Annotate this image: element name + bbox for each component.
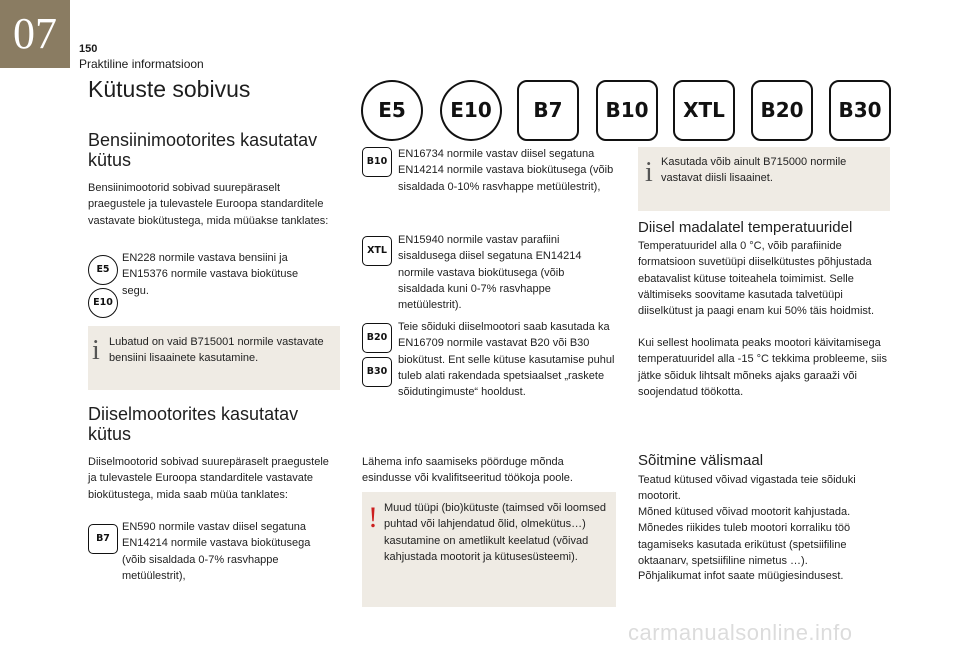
b30-badge-icon: B30 [362,357,392,387]
petrol-additive-note: Lubatud on vaid B715001 normile vastavate bensiini lisaainete kasutamine. [109,336,324,365]
chapter-number-tab: 07 [0,0,70,68]
chapter-title: Praktiline informatsioon [79,57,204,71]
diesel-additive-note: Kasutada võib ainult B715000 normile vastavat diisli lisaainet. [661,156,847,185]
b7-badge-icon: B7 [88,524,118,554]
diesel-intro: Diiselmootorid sobivad suurepäraselt praegustele ja tulevastele Euroopa standarditele vastavate biokütustega, mida saab müüa tanklates: [88,456,329,501]
fuel-badge-xtl-icon: XTL [673,80,735,141]
info-icon: i [92,335,100,366]
abroad-text-1: Teatud kütused võivad vigastada teie sõiduki mootorit. [638,474,856,503]
watermark: carmanualsonline.info [628,620,853,645]
more-info-text: Lähema info saamiseks pöörduge mõnda esindusse või kvalifitseeritud töökoja poole. [362,456,573,485]
fuel-badge-b10-icon: B10 [596,80,658,141]
xtl-description: EN15940 normile vastav parafiini sisaldusega diisel segatuna EN14214 normile vastava biokütusega (võib sisaldada kuni 0-7% rasvhappe metüülestrit). [398,234,582,312]
diesel-heading: Diiselmootorites kasutatav kütus [88,404,299,444]
low-temp-text-2: Kui sellest hoolimata peaks mootori käivitamisega temperatuuridel alla -15 °C tekkima probleeme, siis jätke sõiduk lihtsalt mõneks ajaks garaaži või soojendatud töökotta. [638,337,887,398]
low-temp-text-1: Temperatuuridel alla 0 °C, võib parafiinide formatsioon suvetüüpi diiselkütustes põhjustada ebatavalist kütuse toiteahela toimimist. Selle vältimiseks soovitame kasutada talvetüüpi diiselkütust ja paagi enam kui 50% täis hoidmist. [638,240,875,318]
b10-description: EN16734 normile vastav diisel segatuna EN14214 normile vastava biokütusega (võib sisaldada 0-10% rasvhappe metüülestrit), [398,148,614,193]
abroad-text-3: Põhjalikumat infot saate müügiesindusest. [638,570,844,582]
xtl-badge-icon: XTL [362,236,392,266]
abroad-heading: Sõitmine välismaal [638,452,764,469]
info-icon: i [645,157,653,188]
fuel-badge-e10-icon: E10 [440,80,502,141]
petrol-intro: Bensiinimootorid sobivad suurepäraselt praegustele ja tulevastele Euroopa standarditele vastavate biokütustega, mida müüakse tanklates: [88,182,329,227]
petrol-fuel-description: EN228 normile vastava bensiini ja EN15376 normile vastava biokütuse segu. [122,252,299,297]
page-number: 150 [79,43,98,55]
petrol-heading: Bensiinimootorites kasutatav kütus [88,130,318,170]
e10-badge-icon: E10 [88,288,118,318]
fuel-badge-b7-icon: B7 [517,80,579,141]
e5-badge-icon: E5 [88,255,118,285]
fuel-badge-e5-icon: E5 [361,80,423,141]
b7-description: EN590 normile vastav diisel segatuna EN14214 normile vastava biokütusega (võib sisaldada 0-7% rasvhappe metüülestrit), [122,521,311,582]
fuel-badge-b30-icon: B30 [829,80,891,141]
fuel-badge-b20-icon: B20 [751,80,813,141]
b20-badge-icon: B20 [362,323,392,353]
warning-icon: ! [368,501,378,534]
page-title: Kütuste sobivus [88,76,251,102]
b10-badge-icon: B10 [362,147,392,177]
b20-b30-description: Teie sõiduki diiselmootori saab kasutada ka EN16709 normile vastavat B20 või B30 biokütust. Ent selle kütuse kasutamise puhul tuleb alati rakendada spetsiaalset „raskete sõidutingimuste“ hooldust. [398,321,615,399]
abroad-text-2: Mõned kütused võivad mootorit kahjustada. Mõnedes riikides tuleb mootori korraliku töö tagamiseks kasutada erikütust (spetsiifiline oktaanarv, spetsiifiline nimetus …). [638,506,851,567]
warning-text: Muud tüüpi (bio)kütuste (taimsed või loomsed puhtad või lahjendatud õlid, olmekütus…) kasutamine on ametlikult keelatud (võivad kahjustada mootorit ja kütusesüsteemi). [384,502,606,563]
low-temp-heading: Diisel madalatel temperatuuridel [638,219,853,236]
